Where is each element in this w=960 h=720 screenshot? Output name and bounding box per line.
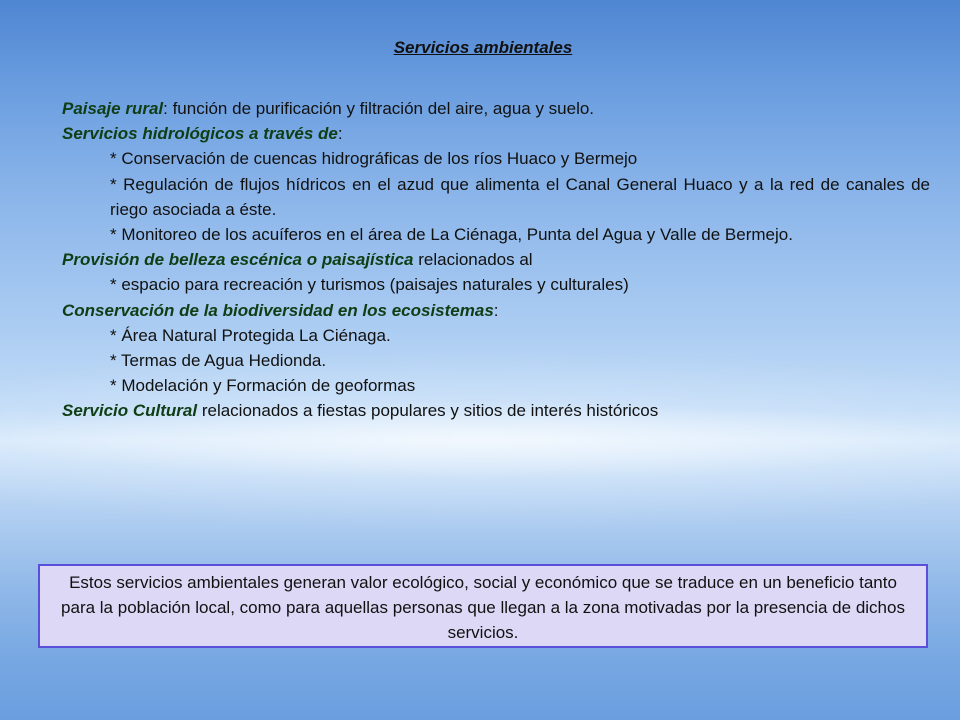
- item-servicio-cultural: [62, 398, 930, 423]
- item-paisaje-rural: [62, 96, 930, 121]
- sub-item: * Monitoreo de los acuíferos en el área de La Ciénaga, Punta del Agua y Valle de Bermejo.: [110, 225, 793, 245]
- sub-item: * Termas de Agua Hedionda.: [110, 351, 327, 371]
- sub-item: * Regulación de flujos hídricos en el azud que alimenta el Canal General Huaco y a la red de canales de riego asociada a éste.: [110, 174, 930, 219]
- item-servicios-hidrologicos: [62, 121, 930, 146]
- sub-item: * Modelación y Formación de geoformas: [110, 376, 416, 396]
- item-text: :: [493, 300, 499, 320]
- item-text: relacionados a fiestas populares y sitios de interés históricos: [197, 401, 659, 421]
- sub-item: * Área Natural Protegida La Ciénaga.: [110, 325, 391, 345]
- sub-item: * Conservación de cuencas hidrográficas de los ríos Huaco y Bermejo: [110, 149, 638, 169]
- summary-text: Estos servicios ambientales generan valor ecológico, social y económico que se traduce en un beneficio tanto para la población local, como para aquellas personas que llegan a la zona motivadas por la presencia de dichos servicios.: [61, 573, 905, 642]
- item-term: Conservación de la biodiversidad en los ecosistemas: [62, 300, 494, 320]
- item-term: Servicio Cultural: [62, 401, 198, 421]
- item-text: :: [337, 124, 343, 144]
- slide-title: Servicios ambientales: [393, 38, 573, 57]
- item-text: : función de purificación y filtración del aire, agua y suelo.: [163, 99, 595, 118]
- summary-box: [38, 564, 928, 648]
- item-term: Servicios hidrológicos a través de: [62, 124, 338, 144]
- services-list: [62, 96, 930, 424]
- item-biodiversidad: [62, 298, 930, 323]
- item-belleza-escenica: [62, 247, 930, 272]
- item-text: relacionados al: [413, 250, 533, 270]
- item-term: Paisaje rural: [62, 99, 164, 118]
- sub-item: * espacio para recreación y turismos (paisajes naturales y culturales): [110, 275, 629, 295]
- item-term: Provisión de belleza escénica o paisajística: [62, 250, 414, 270]
